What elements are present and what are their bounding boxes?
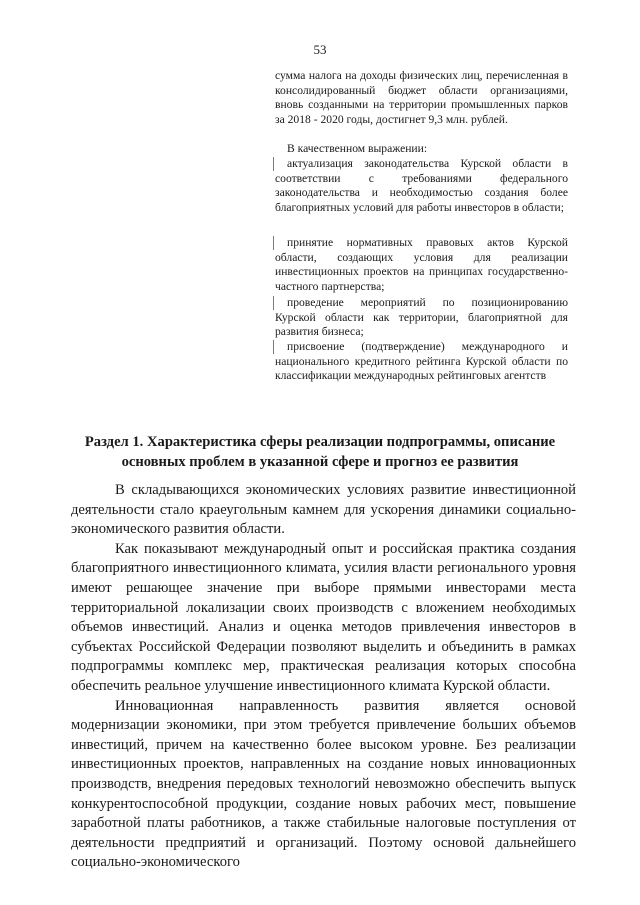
page-number: 53 bbox=[313, 42, 327, 57]
result-cell-item bbox=[275, 296, 568, 340]
result-cell-text: присвоение (подтверждение) международного и национального кредитного рейтинга Курской области по классификации международных рейтинговых агентств bbox=[275, 340, 568, 382]
result-cell-item bbox=[275, 236, 568, 294]
paragraph: Как показывают международный опыт и российская практика создания благоприятного инвестиционного климата, усилия власти регионального уровня имеют решающее значение при выборе прямыми инвесторами места территориальной локализации своих производств с вложением необходимых объемов инвестиций. Анализ и оценка методов привлечения инвесторов в субъектах Российской Федерации позволяют выделить и объединить в рамках подпрограммы комплекс мер, практическая реализация которых способна обеспечить реальное улучшение инвестиционного климата Курской области. bbox=[71, 540, 576, 694]
body-text bbox=[71, 481, 576, 873]
result-cell-text: В качественном выражении: bbox=[287, 142, 428, 155]
result-cell-text: проведение мероприятий по позиционированию Курской области как территории, благоприятной для развития бизнеса; bbox=[275, 296, 568, 338]
paragraph: Инновационная направленность развития является основой модернизации экономики, при этом требуется привлечение больших объемов инвестиций, причем на качественно более высоком уровне. Без реализации инвестиционных проектов, направленных на создание новых инновационных производств, внедрения передовых технологий невозможно обеспечить выпуск конкурентоспособной продукции, создание новых рабочих мест, повышение заработной платы работников, а также стабильные налоговые поступления от деятельности предприятий и организаций. Поэтому основой дальнейшего социально-экономического bbox=[71, 697, 576, 871]
result-cell-item bbox=[275, 157, 568, 215]
result-cell-item bbox=[275, 142, 568, 157]
result-cell-text: принятие нормативных правовых актов Курской области, создающих условия для реализации инвестиционных проектов на принципах государственно-частного партнерства; bbox=[275, 236, 568, 293]
paragraph: В складывающихся экономических условиях развитие инвестиционной деятельности стало краеугольным камнем для ускорения динамики социально-экономического развития области. bbox=[71, 482, 576, 538]
result-cell-text: сумма налога на доходы физических лиц, перечисленная в консолидированный бюджет области организациями, вновь созданными на территории промышленных парков за 2018 - 2020 годы, достигнет 9,3 млн. рублей. bbox=[275, 69, 568, 126]
result-cell-item bbox=[275, 340, 568, 384]
cell-border bbox=[273, 236, 274, 250]
section-heading: Раздел 1. Характеристика сферы реализации подпрограммы, описание основных проблем в указанной сфере и прогноз ее развития bbox=[84, 434, 556, 470]
result-cell-text: актуализация законодательства Курской области в соответствии с требованиями федерального законодательства и необходимостью создания более благоприятных условий для работы инвесторов в области; bbox=[275, 157, 568, 214]
cell-border bbox=[273, 157, 274, 171]
cell-border bbox=[273, 340, 274, 354]
cell-border bbox=[273, 296, 274, 310]
result-cell-item bbox=[275, 69, 568, 127]
